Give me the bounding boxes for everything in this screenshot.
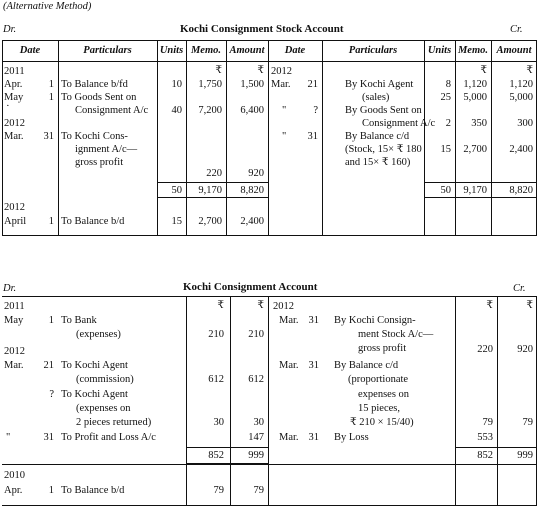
memo: 2,700 <box>463 144 487 155</box>
particulars: By Balance c/d <box>334 360 399 371</box>
particulars: (expenses on <box>76 403 131 414</box>
hdr-units-2: Units <box>427 45 452 56</box>
ditto-mark: " <box>282 105 287 116</box>
day: 31 <box>43 432 54 443</box>
month: Apr. <box>4 79 23 90</box>
rupee-symbol: ₹ <box>486 300 493 311</box>
memo: 1,120 <box>463 79 487 90</box>
memo: 5,000 <box>463 92 487 103</box>
particulars: To Kochi Agent <box>61 389 128 400</box>
day: ? <box>313 105 318 116</box>
year: 2012 <box>4 346 25 357</box>
particulars: To Kochi Cons- <box>61 131 128 142</box>
month: Mar. <box>271 79 291 90</box>
particulars: (proportionate <box>348 374 409 385</box>
amount: 553 <box>477 432 493 443</box>
year: 2012 <box>271 66 292 77</box>
amount: 920 <box>517 344 533 355</box>
particulars: expenses on <box>358 389 410 400</box>
hdr-date: Date <box>19 45 41 56</box>
amount: 210 <box>208 329 224 340</box>
total-amount: 852 <box>477 450 493 461</box>
rupee-symbol: ₹ <box>480 65 487 76</box>
hdr-memo: Memo. <box>190 45 222 56</box>
day: 1 <box>48 92 54 103</box>
rupee-symbol: ₹ <box>217 300 224 311</box>
amount: 5,000 <box>509 92 533 103</box>
month: Mar. <box>279 315 299 326</box>
hdr-particulars: Particulars <box>83 45 132 56</box>
particulars: (expenses) <box>76 329 121 340</box>
memo: 1,750 <box>198 79 222 90</box>
units: 15 <box>440 144 451 155</box>
amount: 30 <box>213 417 224 428</box>
amount: 220 <box>477 344 493 355</box>
total-units: 50 <box>440 185 451 196</box>
units: 15 <box>171 216 182 227</box>
year: 2010 <box>4 470 25 481</box>
day: ? <box>49 389 54 400</box>
memo: 7,200 <box>198 105 222 116</box>
hdr-memo-2: Memo. <box>457 45 489 56</box>
particulars: ₹ 210 × 15/40) <box>350 417 414 428</box>
units: 8 <box>445 79 451 90</box>
amount: 79 <box>253 485 264 496</box>
month: Mar. <box>4 131 24 142</box>
day: 31 <box>308 360 319 371</box>
month: Apr. <box>4 485 23 496</box>
particulars: To Balance b/d <box>61 485 125 496</box>
month: May <box>4 315 24 326</box>
particulars: To Profit and Loss A/c <box>61 432 156 443</box>
day: 1 <box>48 485 54 496</box>
particulars: To Balance b/fd <box>61 79 128 90</box>
particulars: To Bank <box>61 315 97 326</box>
particulars: By Goods Sent on <box>345 105 422 116</box>
particulars: ment Stock A/c— <box>358 329 434 340</box>
units: 25 <box>440 92 451 103</box>
stock-account-title: Kochi Consignment Stock Account <box>180 23 344 35</box>
month: April <box>4 216 27 227</box>
rupee-symbol: ₹ <box>257 65 264 76</box>
consign-cr-label: Cr. <box>513 283 526 294</box>
particulars: By Kochi Consign- <box>334 315 416 326</box>
hdr-amount: Amount <box>229 45 265 56</box>
memo: 220 <box>206 168 222 179</box>
amount: 79 <box>522 417 533 428</box>
amount: 2,400 <box>509 144 533 155</box>
month: Mar. <box>4 360 24 371</box>
amount: 30 <box>253 417 264 428</box>
rupee-symbol: ₹ <box>526 300 533 311</box>
memo: 2,700 <box>198 216 222 227</box>
day: 31 <box>308 432 319 443</box>
total-amount: 8,820 <box>240 185 264 196</box>
units: 10 <box>171 79 182 90</box>
amount: 1,500 <box>240 79 264 90</box>
hdr-date-2: Date <box>284 45 306 56</box>
rupee-symbol: ₹ <box>215 65 222 76</box>
rupee-symbol: ₹ <box>257 300 264 311</box>
amount: 2,400 <box>240 216 264 227</box>
particulars: ignment A/c— <box>75 144 138 155</box>
method-note: (Alternative Method) <box>3 1 92 12</box>
amount: 612 <box>208 374 224 385</box>
year: 2011 <box>4 66 25 77</box>
particulars: 2 pieces returned) <box>76 417 152 428</box>
day: 31 <box>43 131 54 142</box>
total-units: 50 <box>171 185 182 196</box>
day: 21 <box>43 360 54 371</box>
particulars: (commission) <box>76 374 134 385</box>
day: 1 <box>48 216 54 227</box>
total-amount: 999 <box>517 450 533 461</box>
total-amount: 999 <box>248 450 264 461</box>
year: 2012 <box>4 202 25 213</box>
total-memo: 9,170 <box>198 185 222 196</box>
particulars: By Kochi Agent <box>345 79 414 90</box>
year: 2012 <box>273 301 294 312</box>
hdr-amount-2: Amount <box>496 45 532 56</box>
consign-dr-label: Dr. <box>3 283 17 294</box>
amount: 147 <box>248 432 264 443</box>
year: 2012 <box>4 118 25 129</box>
amount: 300 <box>517 118 533 129</box>
day: 1 <box>48 315 54 326</box>
total-amount: 8,820 <box>509 185 533 196</box>
rupee-symbol: ₹ <box>526 65 533 76</box>
units: 2 <box>445 118 451 129</box>
particulars: To Goods Sent on <box>61 92 137 103</box>
particulars: and 15× ₹ 160) <box>345 157 411 168</box>
particulars: By Balance c/d <box>345 131 410 142</box>
day: 1 <box>48 79 54 90</box>
month: Mar. <box>279 432 299 443</box>
total-memo: 9,170 <box>463 185 487 196</box>
day: 31 <box>307 131 318 142</box>
month: May <box>4 92 24 103</box>
amount: 79 <box>213 485 224 496</box>
amount: 1,120 <box>509 79 533 90</box>
consignment-account-title: Kochi Consignment Account <box>183 281 318 293</box>
hdr-particulars-2: Particulars <box>348 45 398 56</box>
total-amount: 852 <box>208 450 224 461</box>
particulars: 15 pieces, <box>358 403 400 414</box>
particulars: To Balance b/d <box>61 216 125 227</box>
amount: 79 <box>482 417 493 428</box>
particulars: To Kochi Agent <box>61 360 128 371</box>
particulars: Consignment A/c <box>362 118 436 129</box>
particulars: gross profit <box>75 157 124 168</box>
stray-dot: · <box>6 100 10 112</box>
day: 31 <box>308 315 319 326</box>
month: Mar. <box>279 360 299 371</box>
year: 2011 <box>4 301 25 312</box>
stock-dr-label: Dr. <box>3 24 17 35</box>
amount: 612 <box>248 374 264 385</box>
ditto-mark: " <box>6 432 11 443</box>
particulars: gross profit <box>358 343 407 354</box>
memo: 350 <box>471 118 487 129</box>
units: 40 <box>171 105 182 116</box>
particulars: By Loss <box>334 432 369 443</box>
day: 21 <box>307 79 318 90</box>
amount: 210 <box>248 329 264 340</box>
hdr-units: Units <box>159 45 184 56</box>
particulars: Consignment A/c <box>75 105 149 116</box>
particulars: (sales) <box>362 92 390 103</box>
amount: 920 <box>248 168 264 179</box>
amount: 6,400 <box>240 105 264 116</box>
ditto-mark: " <box>282 131 287 142</box>
particulars: (Stock, 15× ₹ 180 <box>345 144 422 155</box>
stock-cr-label: Cr. <box>510 24 523 35</box>
